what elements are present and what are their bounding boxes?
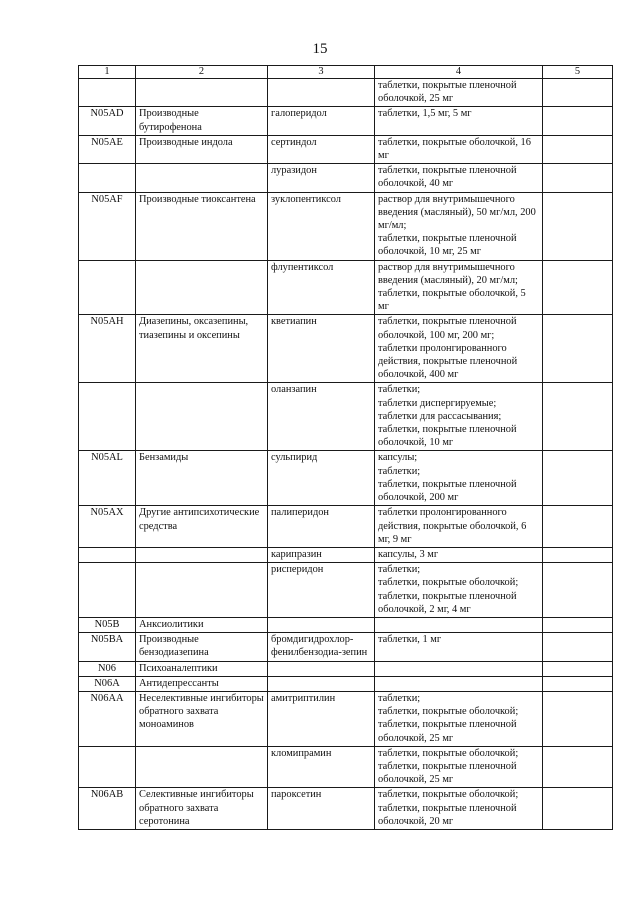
dosage-form-cell: раствор для внутримышечного введения (масляный), 50 мг/мл, 200 мг/мл; таблетки, покрытые пленочной оболочкой, 10 мг, 25 мг xyxy=(375,192,543,260)
drug-name-cell: рисперидон xyxy=(268,563,375,618)
drug-name-cell: амитриптилин xyxy=(268,691,375,746)
drug-name-cell: бромдигидрохлор-фенилбензодиа-зепин xyxy=(268,633,375,661)
notes-cell xyxy=(543,661,613,676)
notes-cell xyxy=(543,633,613,661)
dosage-form-cell: таблетки, покрытые пленочной оболочкой, 100 мг, 200 мг; таблетки пролонгированного действия, покрытые пленочной оболочкой, 400 мг xyxy=(375,315,543,383)
atc-code-cell xyxy=(79,563,136,618)
header-cell: 4 xyxy=(375,66,543,79)
notes-cell xyxy=(543,746,613,788)
table-row xyxy=(79,547,613,562)
dosage-form-cell: таблетки; таблетки, покрытые оболочкой; таблетки, покрытые пленочной оболочкой, 25 мг xyxy=(375,691,543,746)
dosage-form-cell: раствор для внутримышечного введения (масляный), 20 мг/мл; таблетки, покрытые оболочкой, 5 мг xyxy=(375,260,543,315)
header-cell: 1 xyxy=(79,66,136,79)
group-name-cell: Бензамиды xyxy=(136,451,268,506)
table-header-row xyxy=(79,66,613,79)
atc-code-cell: N05B xyxy=(79,617,136,632)
dosage-form-cell xyxy=(375,617,543,632)
header-cell: 3 xyxy=(268,66,375,79)
group-name-cell xyxy=(136,164,268,192)
drug-name-cell: флупентиксол xyxy=(268,260,375,315)
notes-cell xyxy=(543,691,613,746)
atc-code-cell: N05AE xyxy=(79,135,136,163)
dosage-form-cell: таблетки; таблетки, покрытые оболочкой; таблетки, покрытые пленочной оболочкой, 2 мг, 4 мг xyxy=(375,563,543,618)
notes-cell xyxy=(543,451,613,506)
dosage-form-cell: таблетки, покрытые оболочкой; таблетки, покрытые пленочной оболочкой, 25 мг xyxy=(375,746,543,788)
drug-table xyxy=(78,65,613,830)
notes-cell xyxy=(543,107,613,135)
drug-name-cell: оланзапин xyxy=(268,383,375,451)
atc-code-cell: N05AD xyxy=(79,107,136,135)
drug-name-cell: карипразин xyxy=(268,547,375,562)
group-name-cell: Антидепрессанты xyxy=(136,676,268,691)
notes-cell xyxy=(543,617,613,632)
atc-code-cell: N05BA xyxy=(79,633,136,661)
header-cell: 2 xyxy=(136,66,268,79)
dosage-form-cell: таблетки, покрытые пленочной оболочкой, 40 мг xyxy=(375,164,543,192)
drug-name-cell: сульпирид xyxy=(268,451,375,506)
atc-code-cell xyxy=(79,260,136,315)
atc-code-cell: N05AL xyxy=(79,451,136,506)
table-row xyxy=(79,383,613,451)
drug-name-cell xyxy=(268,617,375,632)
notes-cell xyxy=(543,547,613,562)
table-row xyxy=(79,617,613,632)
table-row xyxy=(79,633,613,661)
group-name-cell xyxy=(136,547,268,562)
group-name-cell: Неселективные ингибиторы обратного захвата моноаминов xyxy=(136,691,268,746)
dosage-form-cell xyxy=(375,661,543,676)
dosage-form-cell: таблетки, 1,5 мг, 5 мг xyxy=(375,107,543,135)
atc-code-cell: N05AX xyxy=(79,506,136,548)
table-row xyxy=(79,79,613,107)
atc-code-cell: N06 xyxy=(79,661,136,676)
notes-cell xyxy=(543,315,613,383)
group-name-cell: Селективные ингибиторы обратного захвата серотонина xyxy=(136,788,268,830)
table-row xyxy=(79,451,613,506)
dosage-form-cell: таблетки, 1 мг xyxy=(375,633,543,661)
dosage-form-cell xyxy=(375,676,543,691)
notes-cell xyxy=(543,79,613,107)
notes-cell xyxy=(543,676,613,691)
drug-name-cell xyxy=(268,661,375,676)
dosage-form-cell: таблетки, покрытые оболочкой; таблетки, покрытые пленочной оболочкой, 20 мг xyxy=(375,788,543,830)
notes-cell xyxy=(543,506,613,548)
group-name-cell: Другие антипсихотические средства xyxy=(136,506,268,548)
group-name-cell xyxy=(136,746,268,788)
group-name-cell: Психоаналептики xyxy=(136,661,268,676)
notes-cell xyxy=(543,260,613,315)
drug-name-cell: галоперидол xyxy=(268,107,375,135)
drug-name-cell: зуклопентиксол xyxy=(268,192,375,260)
drug-name-cell: палиперидон xyxy=(268,506,375,548)
dosage-form-cell: таблетки пролонгированного действия, покрытые оболочкой, 6 мг, 9 мг xyxy=(375,506,543,548)
atc-code-cell: N05AH xyxy=(79,315,136,383)
notes-cell xyxy=(543,383,613,451)
table-row xyxy=(79,676,613,691)
drug-name-cell: кломипрамин xyxy=(268,746,375,788)
drug-name-cell: луразидон xyxy=(268,164,375,192)
table-row xyxy=(79,315,613,383)
table-row xyxy=(79,164,613,192)
drug-name-cell: пароксетин xyxy=(268,788,375,830)
dosage-form-cell: таблетки; таблетки диспергируемые; таблетки для рассасывания; таблетки, покрытые пленочной оболочкой, 10 мг xyxy=(375,383,543,451)
drug-name-cell: кветиапин xyxy=(268,315,375,383)
table-row xyxy=(79,691,613,746)
group-name-cell xyxy=(136,383,268,451)
notes-cell xyxy=(543,135,613,163)
group-name-cell: Производные тиоксантена xyxy=(136,192,268,260)
table-row xyxy=(79,260,613,315)
atc-code-cell: N06AB xyxy=(79,788,136,830)
table-row xyxy=(79,746,613,788)
group-name-cell: Производные бутирофенона xyxy=(136,107,268,135)
drug-name-cell xyxy=(268,79,375,107)
dosage-form-cell: капсулы; таблетки; таблетки, покрытые пленочной оболочкой, 200 мг xyxy=(375,451,543,506)
group-name-cell: Анксиолитики xyxy=(136,617,268,632)
group-name-cell: Диазепины, оксазепины, тиазепины и оксепины xyxy=(136,315,268,383)
notes-cell xyxy=(543,192,613,260)
group-name-cell: Производные бензодиазепина xyxy=(136,633,268,661)
atc-code-cell xyxy=(79,547,136,562)
drug-name-cell: сертиндол xyxy=(268,135,375,163)
table-row xyxy=(79,506,613,548)
atc-code-cell: N05AF xyxy=(79,192,136,260)
dosage-form-cell: капсулы, 3 мг xyxy=(375,547,543,562)
group-name-cell xyxy=(136,260,268,315)
table-row xyxy=(79,563,613,618)
dosage-form-cell: таблетки, покрытые пленочной оболочкой, 25 мг xyxy=(375,79,543,107)
table-row xyxy=(79,107,613,135)
header-cell: 5 xyxy=(543,66,613,79)
atc-code-cell xyxy=(79,79,136,107)
notes-cell xyxy=(543,563,613,618)
notes-cell xyxy=(543,164,613,192)
atc-code-cell: N06A xyxy=(79,676,136,691)
page-number: 15 xyxy=(312,41,328,57)
atc-code-cell xyxy=(79,383,136,451)
drug-name-cell xyxy=(268,676,375,691)
group-name-cell xyxy=(136,79,268,107)
group-name-cell xyxy=(136,563,268,618)
table-row xyxy=(79,192,613,260)
atc-code-cell xyxy=(79,164,136,192)
atc-code-cell: N06AA xyxy=(79,691,136,746)
atc-code-cell xyxy=(79,746,136,788)
table-row xyxy=(79,661,613,676)
group-name-cell: Производные индола xyxy=(136,135,268,163)
notes-cell xyxy=(543,788,613,830)
table-row xyxy=(79,135,613,163)
table-row xyxy=(79,788,613,830)
dosage-form-cell: таблетки, покрытые оболочкой, 16 мг xyxy=(375,135,543,163)
